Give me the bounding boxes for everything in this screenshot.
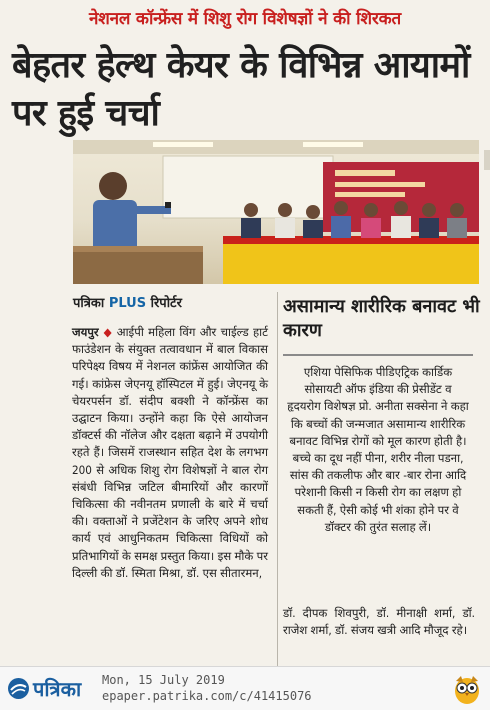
- patrika-logo-icon[interactable]: [8, 678, 29, 699]
- body-text: आईपी महिला विंग और चाईल्ड हार्ट फाउंडेशन के संयुक्त तत्वावधान में बाल विकास परिपेक्ष्य विषय में नेशनल कांफ्रेंस आयोजित की गई। कांफ्रेस जेएनयू हॉस्पिटल में हुई। जेएनयू के चेयरपर्सन डॉ. संदीप बक्शी ने कॉन्फ्रेंस का उद्घाटन किया। उन्होंने कहा कि ऐसे आयोजन डॉक्टर्स की नॉलेज और दक्षता बढ़ाने में उपयोगी रहते हैं। जिसमें राजस्थान सहित देश के लगभग 200 से अधिक शिशु रोग विशेषज्ञों ने बाल रोग संबंधी विभिन्न जटिल बीमारियों और कारणों चिकित्सा की नवीनतम प्रणाली के बारे में चर्चा की। वक्ताओं ने प्रजेंटेशन के जरिए अपने शोध कार्य एवं आधुनिकतम चिकित्सा विधियों को प्रतिभागियों के समक्ष प्रस्तुत किया। इस मौके पर दिल्ली की डॉ. स्मिता मिश्रा, डॉ. एस सीतारमन,: [72, 325, 268, 580]
- footer-bar: [0, 666, 490, 710]
- diamond-icon: ◆: [102, 325, 113, 339]
- body-continuation: डॉ. दीपक शिवपुरी, डॉ. मीनाक्षी शर्मा, डॉ. राजेश शर्मा, डॉ. संजय खत्री आदि मौजूद रहे।: [283, 606, 475, 638]
- edition-info: [102, 672, 312, 704]
- sidebar-heading: असामान्य शारीरिक बनावट भी कारण: [283, 296, 480, 341]
- byline-plus: PLUS: [108, 296, 147, 311]
- patrika-logo-text[interactable]: पत्रिका: [33, 677, 82, 701]
- column-divider: [277, 292, 278, 676]
- headline: बेहतर हेल्थ केयर के विभिन्न आयामों पर हुई चर्चा: [12, 45, 470, 134]
- edition-url[interactable]: epaper.patrika.com/c/41415076: [102, 689, 312, 703]
- article-body: [72, 324, 268, 582]
- dateline: जयपुर: [72, 325, 99, 339]
- page-edge: [484, 150, 490, 170]
- headline-kicker: नेशनल कॉन्फ्रेंस में शिशु रोग विशेषज्ञों ने की शिरकत: [89, 9, 401, 29]
- edition-date: Mon, 15 July 2019: [102, 673, 225, 687]
- byline-prefix: पत्रिका: [73, 296, 105, 311]
- sidebar-body: एशिया पेसिफिक पीडिएट्रिक कार्डिक सोसायटी ऑफ इंडिया की प्रेसीडेंट व हृदयरोग विशेषज्ञ प्रो. अनीता सक्सेना ने कहा कि बच्चों की जन्मजात असामान्य शारीरिक बनावट विभिन्न रोगों को मूल कारण होती है। बच्चे का दूध नहीं पीना, शरीर नीला पडना, सांस की तकलीफ और बार -बार रोना आदि परेशानी किसी न किसी रोग का लक्षण हो सकती हैं, ऐसी कोई भी शंका होने पर वे डॉक्टर की तुरंत सलाह लें।: [283, 354, 473, 591]
- owl-mascot-icon: [452, 673, 482, 709]
- byline: [73, 293, 273, 315]
- byline-suffix: रिपोर्टर: [150, 296, 182, 311]
- conference-photo: [73, 140, 479, 284]
